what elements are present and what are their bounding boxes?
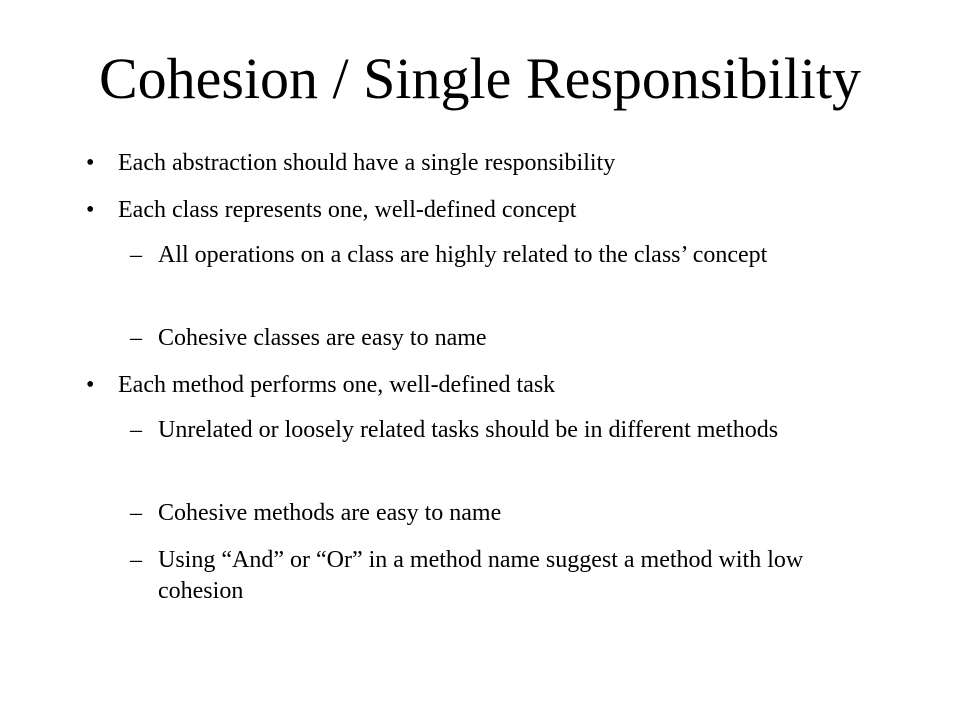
dash-marker: – (130, 417, 142, 443)
dash-marker: – (130, 325, 142, 351)
bullet-text: Each method performs one, well-defined task (118, 372, 556, 398)
sub-bullet-text: All operations on a class are highly related to the class’ concept (158, 242, 768, 268)
sub-bullet-text: Cohesive classes are easy to name (158, 325, 487, 351)
bullet-text: Each class represents one, well-defined concept (118, 197, 577, 223)
dash-marker: – (130, 500, 142, 526)
bullet-marker: • (86, 372, 95, 398)
slide-title: Cohesion / Single Responsibility (98, 46, 862, 111)
dash-marker: – (130, 242, 142, 268)
sub-bullet-text: Unrelated or loosely related tasks should be in different methods (158, 417, 779, 443)
bullet-marker: • (86, 150, 95, 176)
dash-marker: – (130, 547, 142, 573)
bullet-marker: • (86, 197, 95, 223)
sub-bullet-text: Using “And” or “Or” in a method name suggest a method with low cohesion (158, 547, 804, 604)
sub-bullet-text: Cohesive methods are easy to name (158, 500, 502, 526)
bullet-text: Each abstraction should have a single responsibility (118, 150, 616, 176)
